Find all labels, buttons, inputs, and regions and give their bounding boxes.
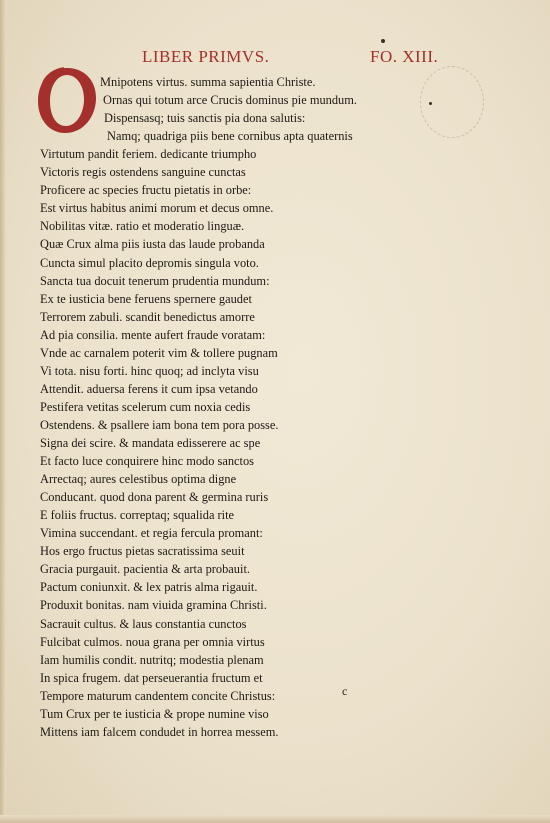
verse-line: E foliis fructus. correptaq; squalida rite — [40, 508, 235, 523]
verse-line: Cuncta simul placito depromis singula voto. — [40, 255, 259, 270]
verse-line: Nobilitas vitæ. ratio et moderatio linguæ. — [40, 219, 245, 234]
page-edge-left — [0, 0, 6, 823]
verse-line: Dispensasq; tuis sanctis pia dona salutis: — [104, 111, 306, 126]
folio-number: FO. XIII. — [370, 47, 439, 66]
ink-speck — [381, 39, 385, 43]
verse-line: Attendit. aduersa ferens it cum ipsa vetando — [40, 381, 258, 396]
verse-line: Vi tota. nisu forti. hinc quoq; ad inclyta visu — [40, 363, 259, 378]
verse-line: Iam humilis condit. nutritq; modestia plenam — [40, 652, 264, 667]
verse-line: Vimina succendant. et regia fercula promant: — [40, 526, 263, 541]
verse-line: Sancta tua docuit tenerum prudentia mundum: — [40, 273, 270, 288]
verse-line: Victoris regis ostendens sanguine cunctas — [40, 165, 246, 180]
verse-line: Est virtus habitus animi morum et decus omne. — [40, 201, 274, 216]
verse-line: Gracia purgauit. pacientia & arta probauit. — [40, 562, 250, 577]
verse-line: Mnipotens virtus. summa sapientia Christe. — [100, 75, 316, 89]
verse-line: Virtutum pandit feriem. dedicante triumpho — [40, 147, 257, 162]
verse-line: Ostendens. & psallere iam bona tem pora posse. — [40, 417, 279, 432]
verse-line: Conducant. quod dona parent & germina ruris — [40, 490, 269, 505]
verse-line: Sacrauit cultus. & laus constantia cunctos — [40, 616, 247, 631]
verse-line: Mittens iam falcem condudet in horrea messem. — [40, 724, 279, 739]
verse-line: Hos ergo fructus pietas sacratissima seuit — [40, 544, 245, 559]
verse-line: In spica frugem. dat perseuerantia fructum et — [40, 670, 263, 685]
verse-line: Ad pia consilia. mente aufert fraude voratam: — [40, 327, 266, 342]
page-edge-bottom — [0, 815, 550, 823]
verse-line: Pestifera vetitas scelerum cum noxia cedis — [40, 399, 251, 414]
verse-line: Vnde ac carnalem poterit vim & tollere pugnam — [40, 345, 278, 360]
verse-line: Signa dei scire. & mandata edisserere ac spe — [40, 436, 261, 450]
verse-line: Fulcibat culmos. noua grana per omnia virtus — [40, 634, 265, 649]
verse-line: Produxit bonitas. nam viuida gramina Christi. — [40, 598, 267, 613]
verse-line: Proficere ac species fructu pietatis in orbe: — [40, 183, 252, 198]
verse-line: Ornas qui totum arce Crucis dominus pie mundum. — [103, 93, 357, 108]
verse-line: Terrorem zabuli. scandit benedictus amorre — [40, 309, 255, 324]
ink-speck — [429, 102, 432, 105]
rubricated-initial-o — [34, 64, 100, 136]
verse-line: Tum Crux per te iusticia & prope numine viso — [40, 706, 269, 721]
end-mark: c — [342, 684, 348, 698]
verse-line: Et facto luce conquirere hinc modo sanctos — [40, 454, 255, 469]
initial-o-icon — [34, 64, 100, 136]
verse-line: Quæ Crux alma piis iusta das laude probanda — [40, 237, 265, 252]
verse-line: Namq; quadriga piis bene cornibus apta quaternis — [107, 129, 353, 144]
verse-line: Tempore maturum candentem concite Christus: — [40, 688, 276, 703]
verse-line: Arrectaq; aures celestibus optima digne — [40, 472, 237, 487]
running-head-book-title: LIBER PRIMVS. — [142, 47, 270, 66]
verse-line: Ex te iusticia bene feruens spernere gaudet — [40, 291, 252, 306]
verse-line: Pactum coniunxit. & lex patris alma rigauit. — [40, 580, 258, 595]
